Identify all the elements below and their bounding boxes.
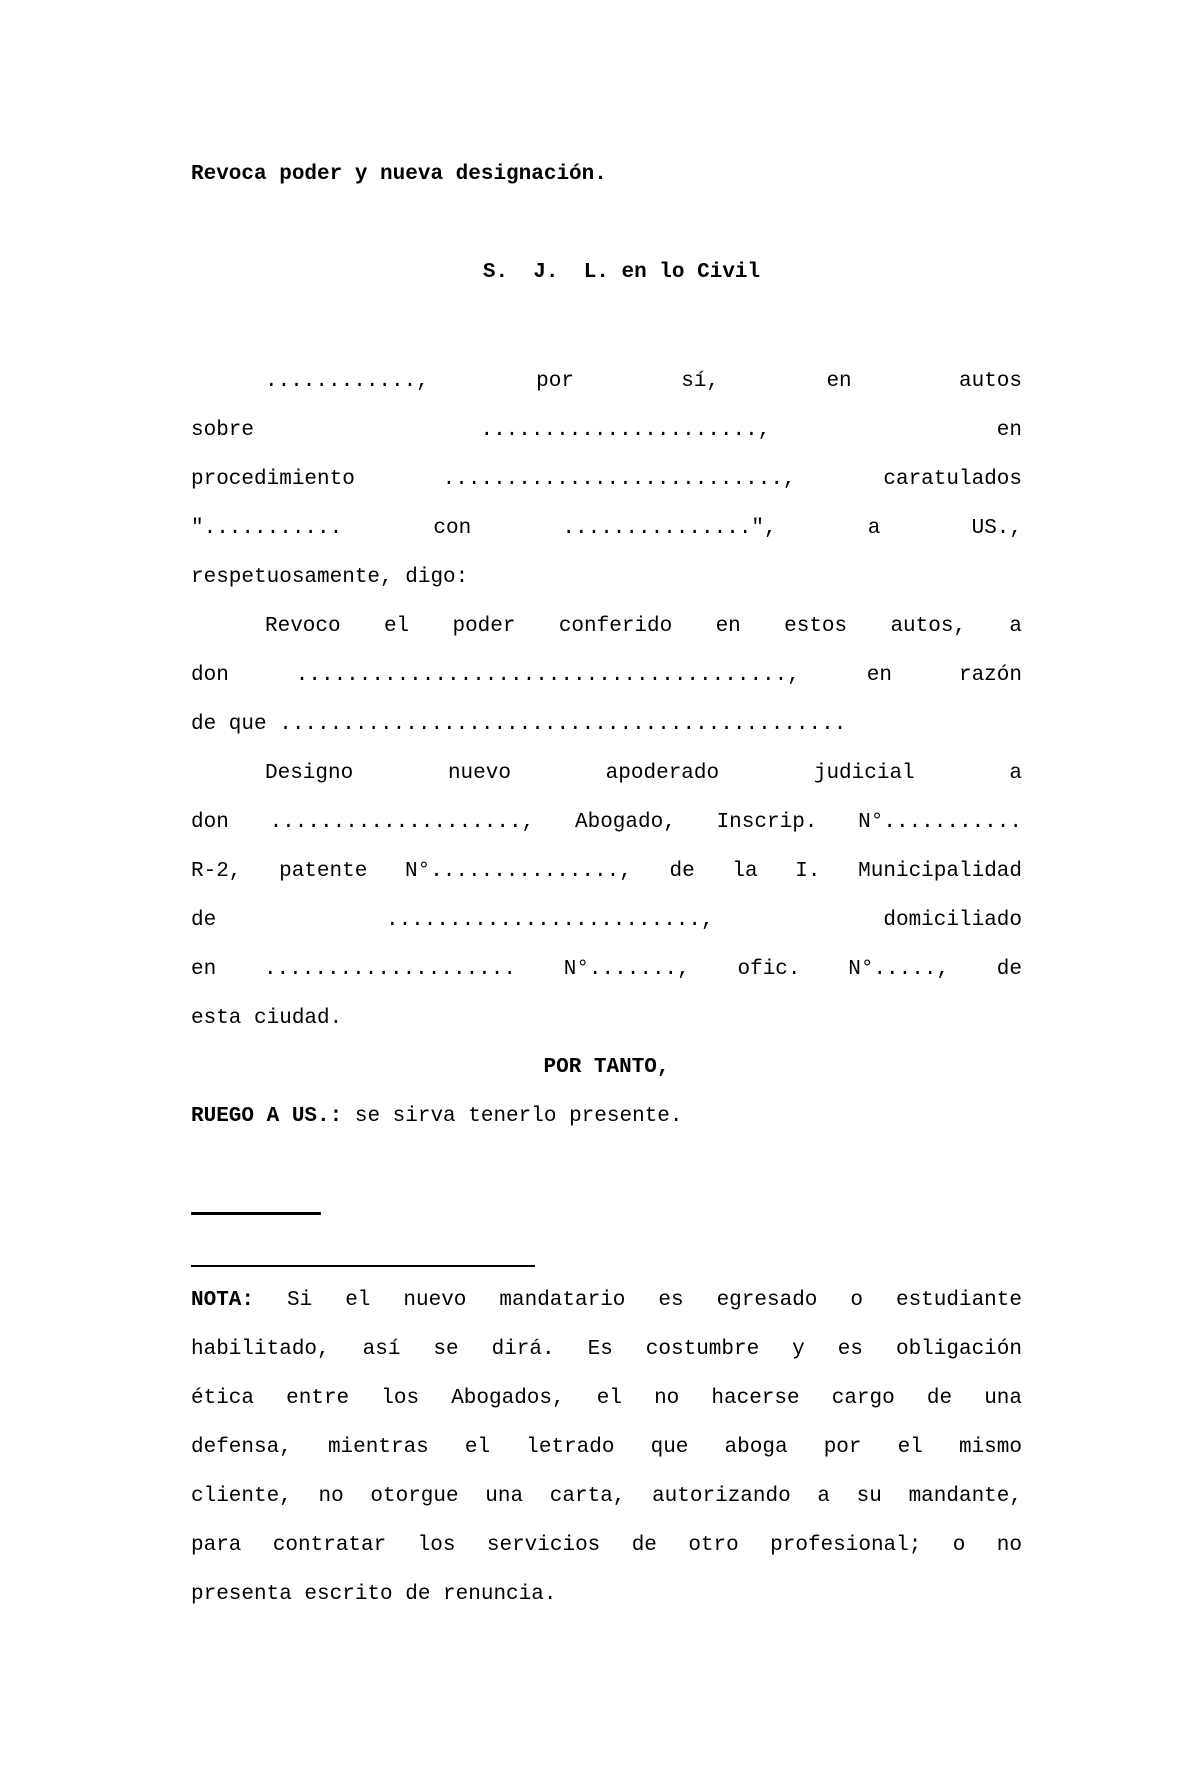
note-line-5: cliente, no otorgue una carta, autorizando a su mandante,: [191, 1485, 1022, 1508]
court-heading: S. J. L. en lo Civil: [482, 261, 761, 284]
note-line-6: para contratar los servicios de otro profesional; o no: [191, 1534, 1022, 1557]
note-label: NOTA:: [191, 1289, 255, 1312]
note-line-1: [191, 1276, 1022, 1325]
request-line: [191, 1092, 1022, 1141]
note-line-4: defensa, mientras el letrado que aboga por el mismo: [191, 1436, 1022, 1459]
note-line-3: ética entre los Abogados, el no hacerse cargo de una: [191, 1387, 1022, 1410]
p1-line-1: ............, por sí, en autos: [265, 370, 1022, 393]
document-body: [191, 357, 1022, 1141]
p3-line-5: en .................... N°......., ofic. N°....., de: [191, 958, 1022, 981]
closing-heading: POR TANTO,: [543, 1056, 670, 1079]
p1-line-4: "........... con ...............", a US.,: [191, 517, 1022, 540]
p2-line-2: don ......................................., en razón: [191, 664, 1022, 687]
p3-line-3: R-2, patente N°..............., de la I. Municipalidad: [191, 860, 1022, 883]
p1-line-2: sobre ......................, en: [191, 419, 1022, 442]
p1-line-3: procedimiento ..........................., caratulados: [191, 468, 1022, 491]
p3-line-1: Designo nuevo apoderado judicial a: [265, 762, 1022, 785]
footnote-separator: [191, 1265, 535, 1267]
document-title: Revoca poder y nueva designación.: [191, 163, 607, 186]
p3-line-6: esta ciudad.: [191, 1007, 343, 1030]
document-page: [191, 0, 1022, 1770]
request-text: se sirva tenerlo presente.: [342, 1105, 683, 1128]
p3-line-2: don ...................., Abogado, Inscrip. N°...........: [191, 811, 1022, 834]
note-line-2: habilitado, así se dirá. Es costumbre y es obligación: [191, 1338, 1022, 1361]
p2-line-3: de que .............................................: [191, 713, 847, 736]
footnote-note: [191, 1276, 1022, 1619]
note-line-7: presenta escrito de renuncia.: [191, 1583, 557, 1606]
signature-line: [191, 1212, 321, 1215]
request-label: RUEGO A US.:: [191, 1105, 343, 1128]
p1-line-5: respetuosamente, digo:: [191, 566, 469, 589]
p3-line-4: de ........................., domiciliado: [191, 909, 1022, 932]
note-text-1: Si el nuevo mandatario es egresado o estudiante: [254, 1289, 1022, 1312]
p2-line-1: Revoco el poder conferido en estos autos, a: [265, 615, 1022, 638]
